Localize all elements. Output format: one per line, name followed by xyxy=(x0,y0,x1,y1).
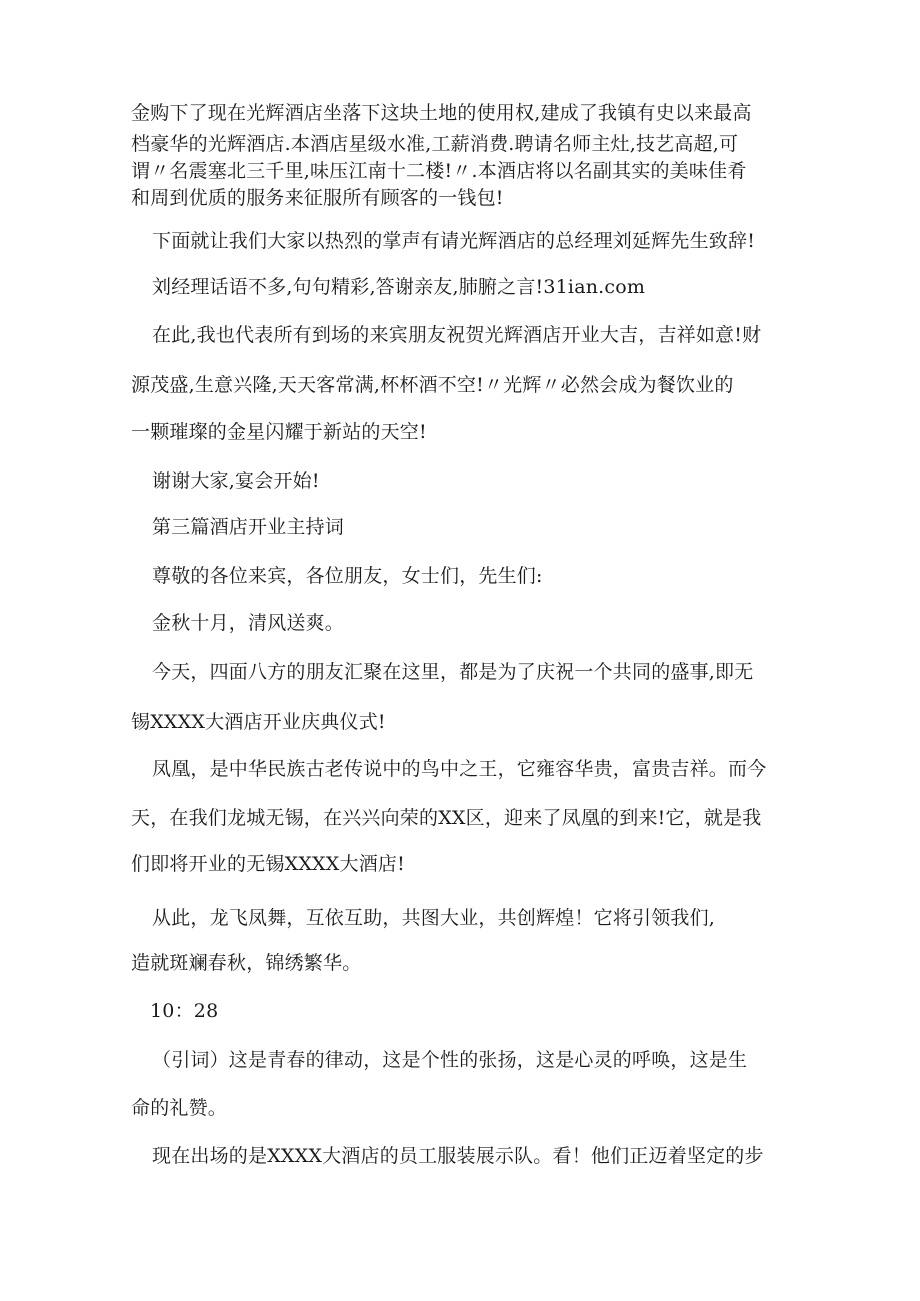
body-text-line: 在此,我也代表所有到场的来宾朋友祝贺光辉酒店开业大吉，吉祥如意!财 xyxy=(152,324,762,346)
body-text-line: 造就斑斓春秋，锦绣繁华。 xyxy=(131,952,362,974)
body-text-line: 从此，龙飞凤舞，互依互助，共图大业，共创辉煌！它将引领我们, xyxy=(152,907,716,929)
body-text-line: 现在出场的是XXXX大酒店的员工服装展示队。看！他们正迈着坚定的步 xyxy=(152,1145,764,1167)
body-text-line: 谢谢大家,宴会开始! xyxy=(152,470,320,492)
body-text-line: 下面就让我们大家以热烈的掌声有请光辉酒店的总经理刘延辉先生致辞! xyxy=(152,230,756,252)
body-text-line: 锡XXXX大酒店开业庆典仪式! xyxy=(131,711,386,733)
body-text-line: 一颗璀璨的金星闪耀于新站的天空! xyxy=(131,421,427,443)
body-text-line: 刘经理话语不多,句句精彩,答谢亲友,肺腑之言!31ian.com xyxy=(152,276,646,298)
body-text-line: 金秋十月，清风送爽。 xyxy=(152,612,345,634)
body-text-line: （引词）这是青春的律动，这是个性的张扬，这是心灵的呼唤，这是生 xyxy=(152,1049,748,1071)
section-heading: 第三篇酒店开业主持词 xyxy=(152,516,345,538)
body-text-line: 们即将开业的无锡XXXX大酒店! xyxy=(131,853,405,875)
body-text-line: 尊敬的各位来宾，各位朋友，女士们，先生们: xyxy=(152,565,543,587)
body-text-line: 谓〃名震塞北三千里,味压江南十二楼!〃.本酒店将以名副其实的美味佳肴 xyxy=(131,160,747,182)
body-text-line: 和周到优质的服务来征服所有顾客的一钱包! xyxy=(131,187,504,209)
body-text-line: 金购下了现在光辉酒店坐落下这块土地的使用权,建成了我镇有史以来最高 xyxy=(131,102,752,124)
body-text-line: 档豪华的光辉酒店.本酒店星级水准,工薪消费.聘请名师主灶,技艺高超,可 xyxy=(131,133,739,155)
body-text-line: 天，在我们龙城无锡，在兴兴向荣的XX区，迎来了凤凰的到来!它，就是我 xyxy=(131,807,762,829)
body-text-line: 命的礼赞。 xyxy=(131,1097,228,1119)
timestamp-text: 10：28 xyxy=(150,1000,219,1022)
body-text-line: 源茂盛,生意兴隆,天天客常满,杯杯酒不空!〃光辉〃必然会成为餐饮业的 xyxy=(131,374,734,396)
body-text-line: 凤凰，是中华民族古老传说中的鸟中之王，它雍容华贵，富贵吉祥。而今 xyxy=(152,758,767,780)
body-text-line: 今天，四面八方的朋友汇聚在这里，都是为了庆祝一个共同的盛事,即无 xyxy=(152,661,754,683)
